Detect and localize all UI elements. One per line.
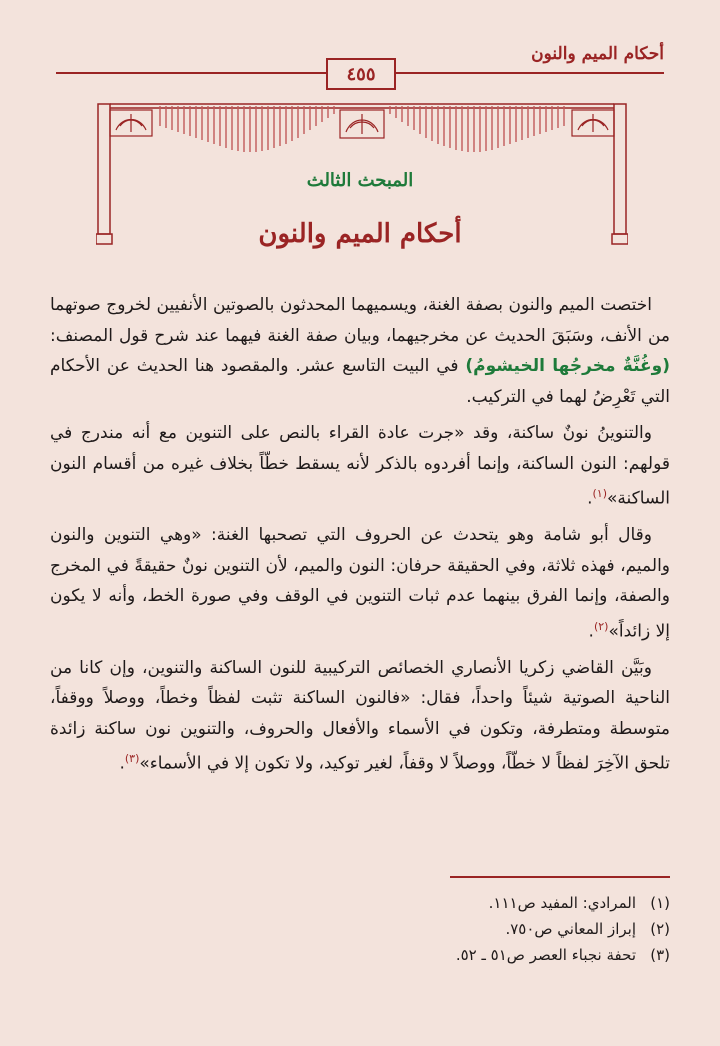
page-number-frame: [326, 58, 396, 90]
footnote-number: (١): [650, 894, 670, 912]
paragraph: [50, 520, 670, 647]
body-text: [50, 290, 670, 785]
footnote-item: [50, 942, 670, 968]
footnote-ref[interactable]: (١): [592, 487, 607, 500]
corner-arabesque-icon: [110, 110, 614, 138]
page-number: ٤٥٥: [346, 63, 376, 85]
footnotes: [50, 890, 670, 968]
paragraph-text: وبَيَّن القاضي زكريا الأنصاري الخصائص التركيبية للنون الساكنة والتنوين، وإن كانا من الناحية الصوتية شيئاً واحداً، فقال: «فالنون الساكنة تثبت لفظاً وخطاً، ووصلاً ووقفاً، متوسطة ومتطرفة، وتكون في الأسماء والأفعال والحروف، والتنوين نون ساكنة زائدة تلحق الآخِرَ لفظاً لا خطّاً، ووصلاً لا وقفاً، لغير توكيد، ولا تكون إلا في الأسماء»: [50, 657, 670, 774]
footnote-ref[interactable]: (٣): [124, 752, 140, 766]
paragraph-text: .: [588, 621, 594, 642]
paragraph-text: والتنوينُ نونٌ ساكنة، وقد «جرت عادة القراء بالنص على التنوين مع أنه مندرج في قولهم: النون الساكنة، وإنما أفردوه بالذكر لأنه يسقط خطّاً بخلاف غيره من أقسام النون الساكنة»: [50, 423, 670, 509]
footnote-text: إبراز المعاني ص٧٥٠.: [505, 920, 636, 938]
paragraph: [50, 418, 670, 514]
chapter-title: أحكام الميم والنون: [258, 219, 462, 249]
paragraph-text: في البيت التاسع عشر. والمقصود هنا الحديث عن الأحكام التي تَعْرِضُ لهما في التركيب.: [50, 356, 670, 407]
paragraph: [50, 290, 670, 412]
footnote-text: تحفة نجباء العصر ص٥١ ـ ٥٢.: [455, 946, 636, 964]
footnote-number: (٢): [650, 920, 670, 938]
paragraph-text: .: [119, 753, 125, 774]
footnote-ref[interactable]: (٢): [593, 619, 609, 633]
paragraph-text: وقال أبو شامة وهو يتحدث عن الحروف التي تصحبها الغنة: «وهي التنوين والنون والميم، فهذه ثلاثة، وفي الحقيقة حرفان: النون والميم، لأن التنوين نونٌ حقيقةً في المخرج والصفة، وإنما الفرق بينهما عدم ثبات التنوين في الوقف وفي صورة الخط، وأنه لا يكون إلا زائداً»: [50, 525, 670, 642]
footnote-item: [50, 916, 670, 942]
poem-quote: (وغُنَّةٌ مخرجُها الخيشومُ): [465, 356, 671, 376]
running-title: أحكام الميم والنون: [531, 44, 664, 64]
paragraph-text: اختصت الميم والنون بصفة الغنة، ويسميهما المحدثون بالصوتين الأنفيين لخروج صوتهما من الأنف، وسَبَقَ الحديث عن مخرجيهما، وبيان صفة الغنة فيهما عند شرح قول المصنف:: [50, 295, 670, 346]
footnote-text: المرادي: المفيد ص١١١.: [488, 894, 636, 912]
footnote-divider: [450, 876, 670, 878]
section-label: المبحث الثالث: [306, 170, 414, 191]
footnote-item: [50, 890, 670, 916]
footnote-number: (٣): [650, 946, 670, 964]
paragraph: [50, 653, 670, 780]
paragraph-text: .: [587, 488, 593, 509]
